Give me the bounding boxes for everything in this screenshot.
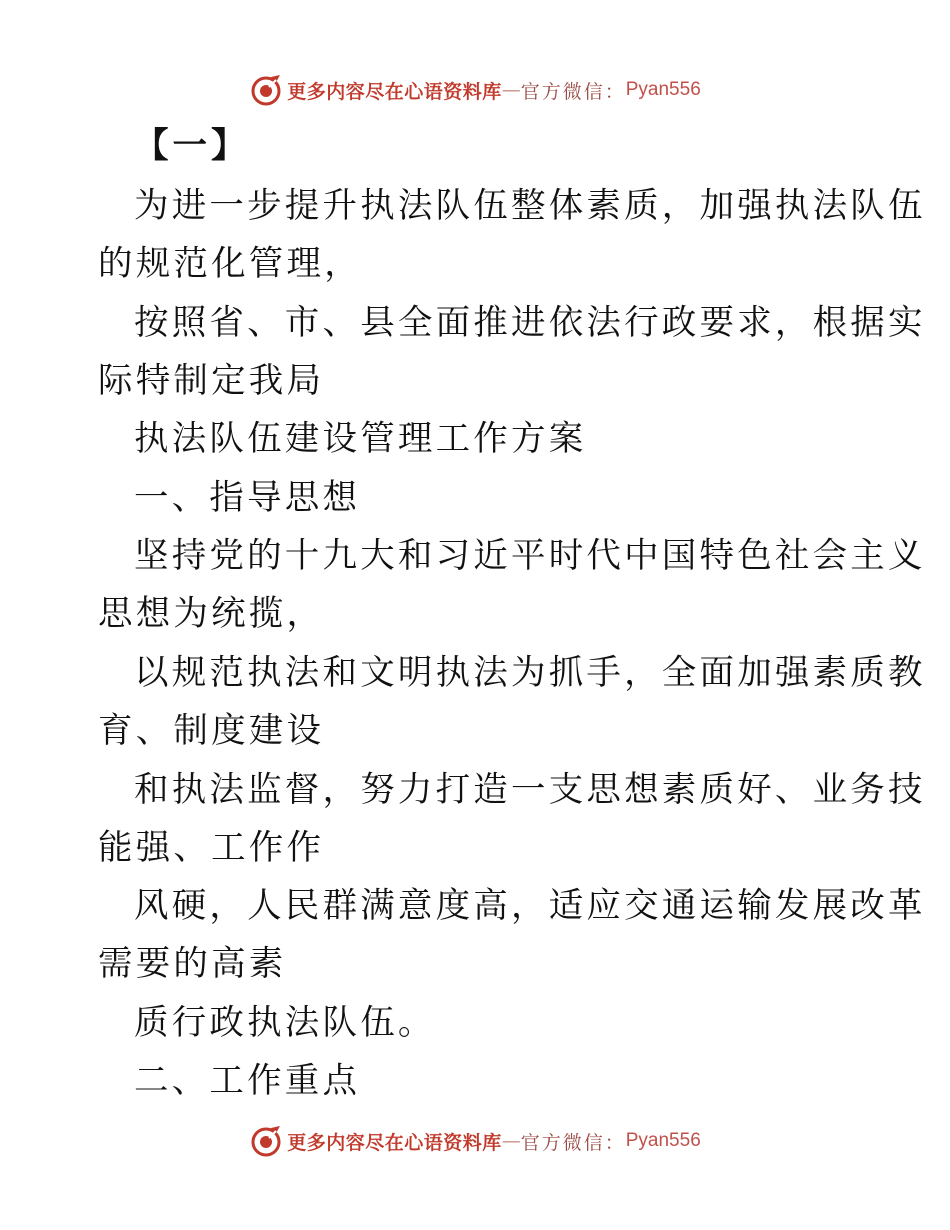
paragraph-line: 育、制度建设 [98, 711, 325, 751]
paragraph-line: 以规范执法和文明执法为抓手，全面加强素质教 [134, 653, 926, 693]
paragraph-line: 为进一步提升执法队伍整体素质，加强执法队伍 [134, 186, 926, 226]
watermark-brand: 更多内容尽在心语资料库 [287, 80, 502, 103]
document-title: 执法队伍建设管理工作方案 [134, 419, 587, 459]
section-heading: 二、工作重点 [134, 1061, 361, 1101]
paragraph-line: 质行政执法队伍。 [134, 1003, 436, 1043]
watermark-dash: — [501, 1130, 521, 1152]
watermark-footer [0, 1121, 950, 1161]
watermark-label: 官方微信： [520, 80, 626, 103]
paragraph-line: 思想为统揽， [98, 594, 325, 634]
paragraph-line: 能强、工作作 [98, 828, 325, 868]
section-heading: 一、指导思想 [134, 478, 361, 518]
watermark-brand: 更多内容尽在心语资料库 [287, 1131, 502, 1154]
watermark-dash: — [501, 79, 521, 101]
watermark-wechat-id: Pyan556 [625, 1130, 701, 1151]
watermark-label: 官方微信： [520, 1131, 626, 1154]
paragraph-line: 和执法监督，努力打造一支思想素质好、业务技 [134, 770, 926, 810]
paragraph-line: 际特制定我局 [98, 361, 325, 401]
paragraph-line: 需要的高素 [98, 944, 287, 984]
paragraph-line: 按照省、市、县全面推进依法行政要求，根据实 [134, 303, 926, 343]
pen-logo-icon [249, 1124, 283, 1158]
paragraph-line: 风硬，人民群满意度高，适应交通运输发展改革 [134, 886, 926, 926]
paragraph-line: 的规范化管理， [98, 244, 362, 284]
paragraph-line: 坚持党的十九大和习近平时代中国特色社会主义 [134, 536, 926, 576]
watermark-wechat-id: Pyan556 [625, 79, 701, 100]
section-marker: 【一】 [134, 126, 250, 166]
